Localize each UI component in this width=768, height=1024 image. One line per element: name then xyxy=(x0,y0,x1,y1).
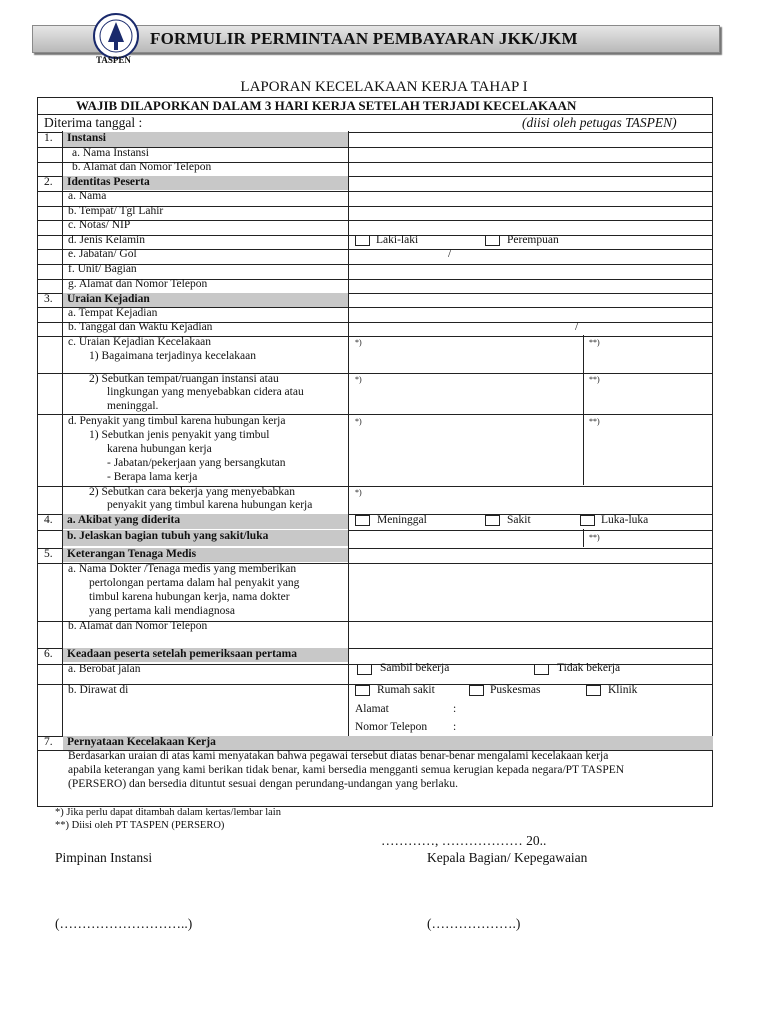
s3-c2-line2: lingkungan yang menyebabkan cidera atau xyxy=(107,386,304,398)
s3-d2-note-star1: *) xyxy=(355,488,362,497)
checkbox-luka-luka[interactable] xyxy=(580,515,595,526)
signature-right-blank: (……………….) xyxy=(427,916,521,931)
s6-berobat-jalan: a. Berobat jalan xyxy=(68,663,141,675)
checkbox-laki-laki[interactable] xyxy=(355,235,370,246)
s3-c1-note-star1: *) xyxy=(355,338,362,347)
s2-tempat-tgl-lahir: b. Tempat/ Tgl Lahir xyxy=(68,205,164,217)
s3-c2-note-star2: **) xyxy=(589,375,600,384)
s7-statement-line2: apabila keterangan yang kami berikan tidak benar, kami bersedia mengganti semua kerugian kepada negara/PT TASPEN xyxy=(68,764,625,776)
section-6-number: 6. xyxy=(44,648,53,660)
s2-unit-bagian: f. Unit/ Bagian xyxy=(68,263,137,275)
signature-left-blank: (………………………..) xyxy=(55,916,193,931)
section-4a-title: a. Akibat yang diderita xyxy=(63,514,348,529)
label-luka-luka: Luka-luka xyxy=(601,514,649,526)
jabatan-gol-slash: / xyxy=(448,248,452,260)
footnote-1: *) Jika perlu dapat ditambah dalam kertas/lembar lain xyxy=(55,807,281,818)
s5-a-line4: yang pertama kali mendiagnosa xyxy=(89,605,235,617)
s3-d1-line2: karena hubungan kerja xyxy=(107,443,212,455)
form-title: FORMULIR PERMINTAAN PEMBAYARAN JKK/JKM xyxy=(150,29,578,48)
s3-d2-line2: penyakit yang timbul karena hubungan kerja xyxy=(107,499,313,511)
label-puskesmas: Puskesmas xyxy=(490,684,541,696)
s5-a-line1: a. Nama Dokter /Tenaga medis yang memberikan xyxy=(68,563,297,575)
s6-telepon-label: Nomor Telepon xyxy=(355,721,428,733)
section-3-title: Uraian Kejadian xyxy=(63,293,348,307)
s1-alamat: b. Alamat dan Nomor Telepon xyxy=(72,161,212,173)
label-rumah-sakit: Rumah sakit xyxy=(377,684,435,696)
label-sakit: Sakit xyxy=(507,514,531,526)
s6-alamat-label: Alamat xyxy=(355,703,389,715)
checkbox-klinik[interactable] xyxy=(586,685,601,696)
label-sambil-bekerja: Sambil bekerja xyxy=(380,662,450,674)
s5-a-line2: pertolongan pertama dalam hal penyakit yang xyxy=(89,577,300,589)
s5-a-line3: timbul karena hubungan kerja, nama dokter xyxy=(89,591,290,603)
s6-alamat-colon: : xyxy=(453,703,457,715)
s3-d2-line1: 2) Sebutkan cara bekerja yang menyebabkan xyxy=(89,486,295,498)
checkbox-meninggal[interactable] xyxy=(355,515,370,526)
label-tidak-bekerja: Tidak bekerja xyxy=(557,662,621,674)
s3-d1-note-star2: **) xyxy=(589,417,600,426)
section-4-number: 4. xyxy=(44,514,53,526)
checkbox-puskesmas[interactable] xyxy=(469,685,484,696)
report-subtitle: LAPORAN KECELAKAAN KERJA TAHAP I xyxy=(240,79,528,95)
s3-d1-line3: - Jabatan/pekerjaan yang bersangkutan xyxy=(107,457,286,469)
section-7-title: Pernyataan Kecelakaan Kerja xyxy=(63,736,713,750)
checkbox-tidak-bekerja[interactable] xyxy=(534,664,549,675)
s3-c1-note-star2: **) xyxy=(589,338,600,347)
checkbox-rumah-sakit[interactable] xyxy=(355,685,370,696)
checkbox-perempuan[interactable] xyxy=(485,235,500,246)
section-2-number: 2. xyxy=(44,176,53,188)
s3-tempat-kejadian: a. Tempat Kejadian xyxy=(68,307,158,319)
s4b-note-star2: **) xyxy=(589,533,600,542)
section-7-number: 7. xyxy=(44,736,53,748)
s5-alamat: b. Alamat dan Nomor Telepon xyxy=(68,620,208,632)
s6-telepon-colon: : xyxy=(453,721,457,733)
section-4b-title: b. Jelaskan bagian tubuh yang sakit/luka xyxy=(63,530,348,546)
checkbox-sakit[interactable] xyxy=(485,515,500,526)
s7-statement-line3: (PERSERO) dan bersedia dituntut sesuai dengan perundang-undangan yang berlaku. xyxy=(68,778,458,790)
s3-tanggal-waktu: b. Tanggal dan Waktu Kejadian xyxy=(68,321,213,333)
s3-uraian-kecelakaan: c. Uraian Kejadian Kecelakaan xyxy=(68,336,212,348)
section-3-number: 3. xyxy=(44,293,53,305)
received-date-note: (diisi oleh petugas TASPEN) xyxy=(522,115,677,130)
section-5-title: Keterangan Tenaga Medis xyxy=(63,548,348,562)
s7-statement-line1: Berdasarkan uraian di atas kami menyatakan bahwa pegawai tersebut diatas benar-benar mengalami kecelakaan kerja xyxy=(68,750,609,762)
label-klinik: Klinik xyxy=(608,684,638,696)
s2-notas-nip: c. Notas/ NIP xyxy=(68,219,131,231)
section-1-title: Instansi xyxy=(63,132,348,147)
s3-d1-note-star1: *) xyxy=(355,417,362,426)
s3-d1-line4: - Berapa lama kerja xyxy=(107,471,198,483)
s2-alamat: g. Alamat dan Nomor Telepon xyxy=(68,278,208,290)
signature-right-title: Kepala Bagian/ Kepegawaian xyxy=(427,850,588,865)
signature-left-title: Pimpinan Instansi xyxy=(55,850,153,865)
s2-jabatan-gol: e. Jabatan/ Gol xyxy=(68,248,137,260)
section-2-title: Identitas Peserta xyxy=(63,176,348,190)
checkbox-sambil-bekerja[interactable] xyxy=(357,664,372,675)
s3-c2-line3: meninggal. xyxy=(107,400,159,412)
signature-date-line: …………, ……………… 20.. xyxy=(381,833,547,848)
logo-text: TASPEN xyxy=(96,55,131,65)
label-meninggal: Meninggal xyxy=(377,514,427,526)
section-1-number: 1. xyxy=(44,132,53,144)
received-date-label: Diterima tanggal : xyxy=(44,115,143,130)
s3-c1: 1) Bagaimana terjadinya kecelakaan xyxy=(89,350,256,362)
deadline-banner: WAJIB DILAPORKAN DALAM 3 HARI KERJA SETELAH TERJADI KECELAKAAN xyxy=(76,98,577,113)
label-perempuan: Perempuan xyxy=(507,234,559,246)
s1-nama-instansi: a. Nama Instansi xyxy=(72,147,149,159)
s3-c2-note-star1: *) xyxy=(355,375,362,384)
footnote-2: **) Diisi oleh PT TASPEN (PERSERO) xyxy=(55,820,225,831)
s3-penyakit: d. Penyakit yang timbul karena hubungan kerja xyxy=(68,415,286,427)
s3-d1-line1: 1) Sebutkan jenis penyakit yang timbul xyxy=(89,429,270,441)
s2-nama: a. Nama xyxy=(68,190,107,202)
section-6-title: Keadaan peserta setelah pemeriksaan pertama xyxy=(63,648,348,662)
s6-dirawat-di: b. Dirawat di xyxy=(68,684,129,696)
s3-c2-line1: 2) Sebutkan tempat/ruangan instansi atau xyxy=(89,373,279,385)
section-5-number: 5. xyxy=(44,548,53,560)
label-laki-laki: Laki-laki xyxy=(376,234,419,246)
s2-jenis-kelamin: d. Jenis Kelamin xyxy=(68,234,145,246)
tanggal-waktu-slash: / xyxy=(575,321,579,333)
